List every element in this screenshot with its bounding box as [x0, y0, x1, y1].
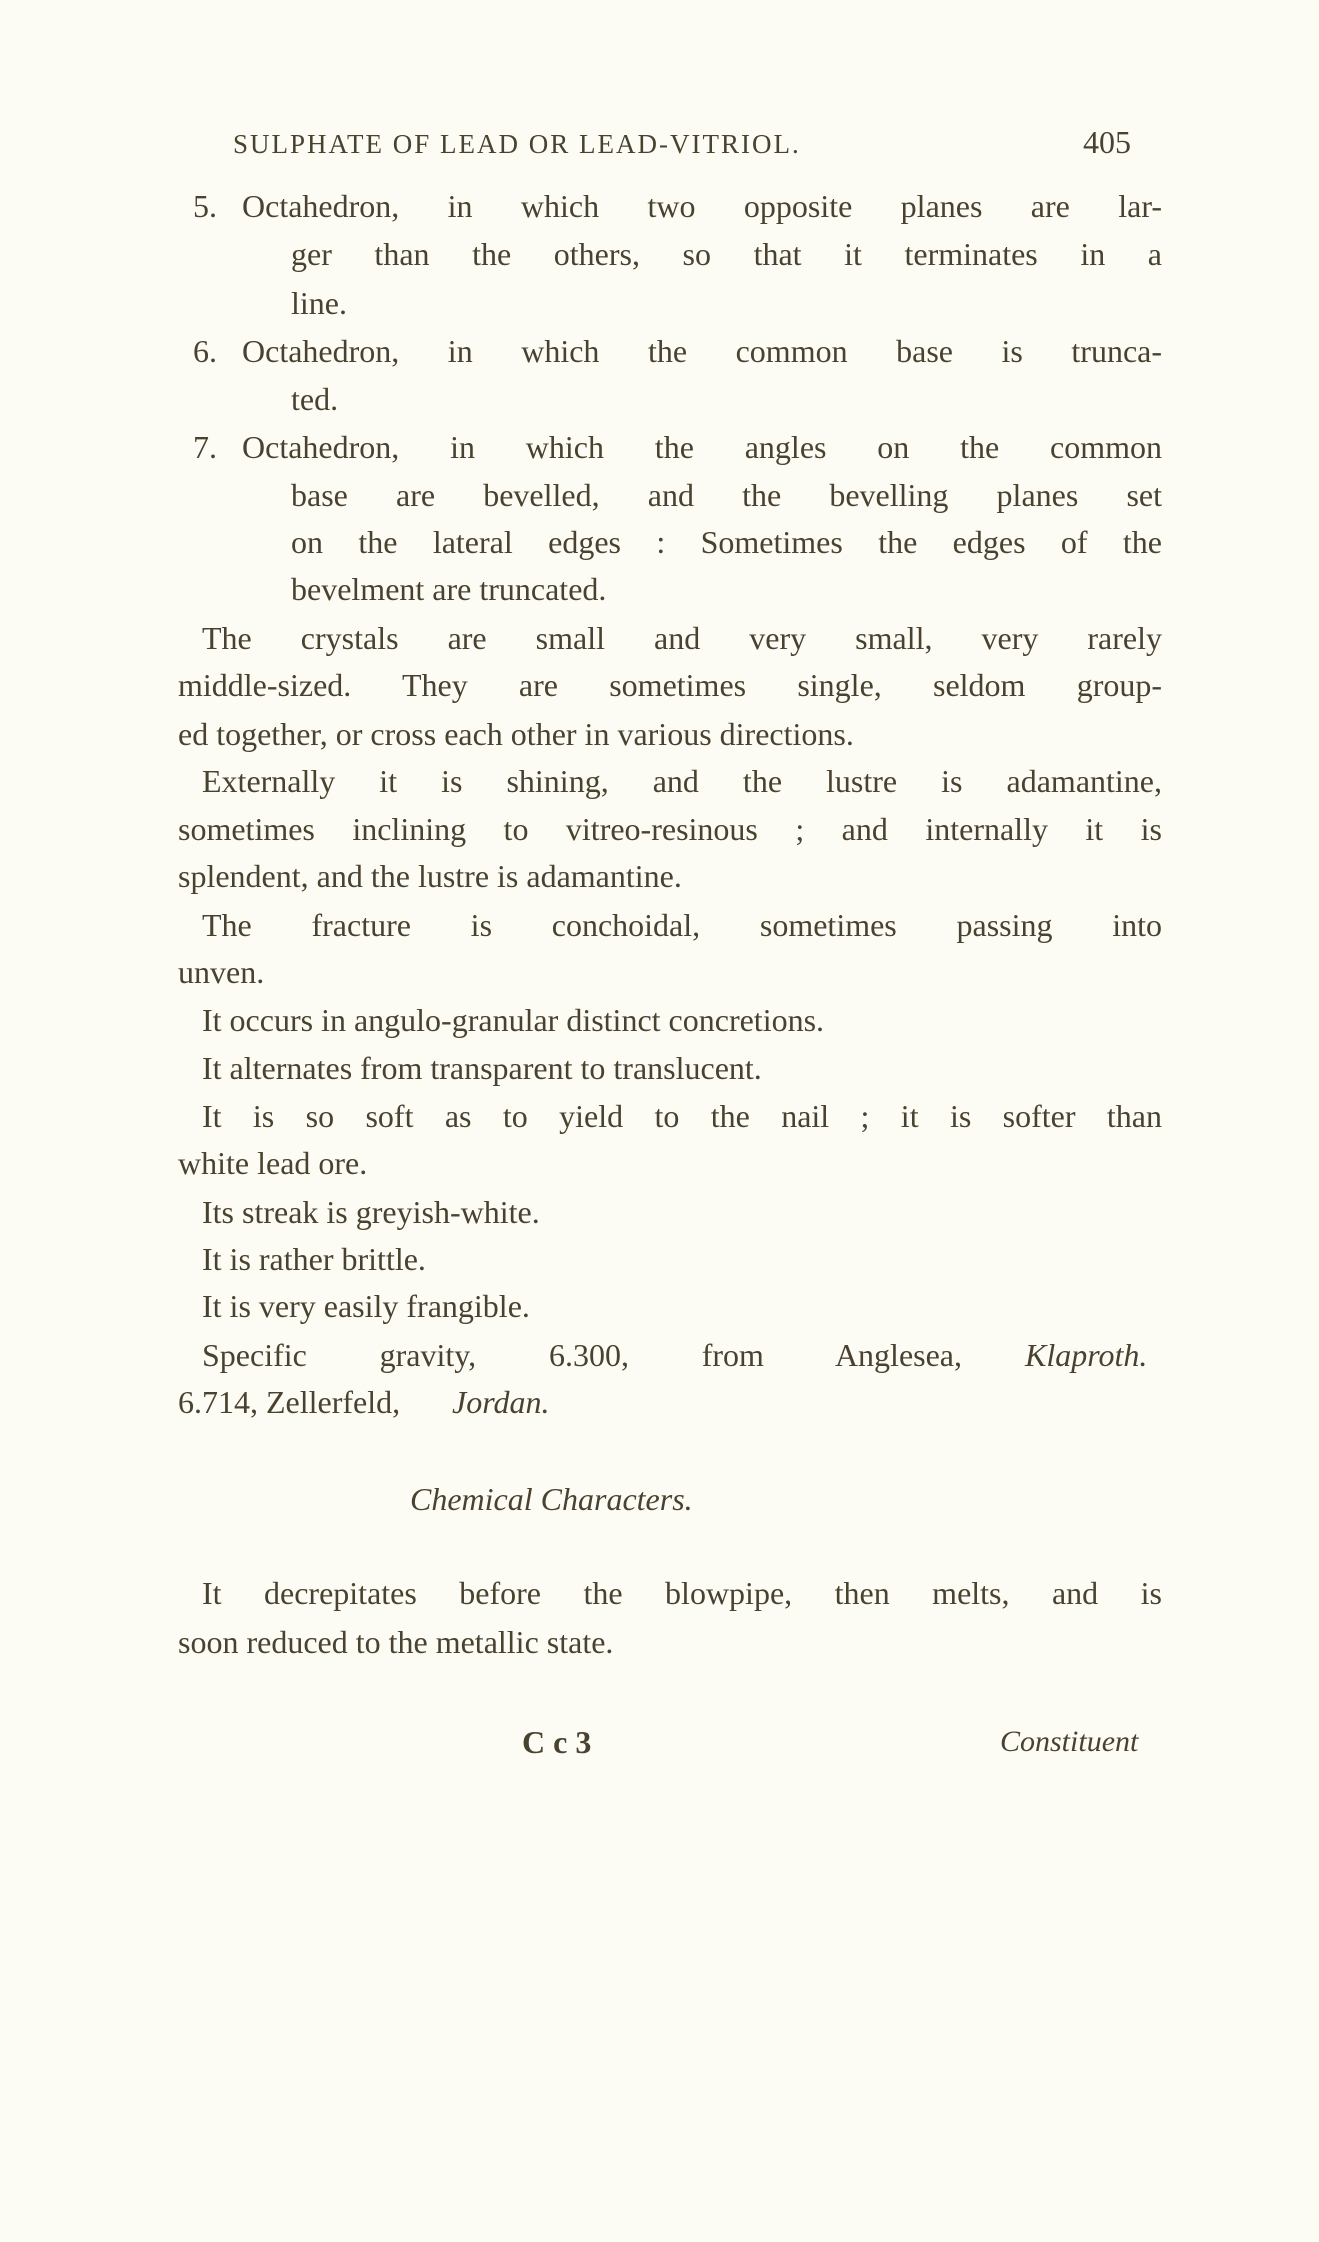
text-line: It occurs in angulo-granular distinct concretions. [202, 1002, 825, 1038]
gravity-line: Specific gravity, 6.300, from Anglesea, [202, 1337, 962, 1373]
text-line: ed together, or cross each other in various directions. [178, 716, 854, 752]
page-number: 405 [1083, 124, 1131, 160]
item-line: base are bevelled, and the bevelling planes set [291, 477, 1162, 513]
text-line: Its streak is greyish-white. [202, 1194, 540, 1230]
text-line: It is so soft as to yield to the nail ; it is softer than [202, 1098, 1162, 1134]
item-number: 7. [193, 429, 217, 465]
text-line: The crystals are small and very small, very rarely [202, 620, 1162, 656]
signature-mark: C c 3 [522, 1724, 592, 1760]
text-line: It decrepitates before the blowpipe, then melts, and is [202, 1575, 1162, 1611]
text-line: It is very easily frangible. [202, 1288, 530, 1324]
text-line: white lead ore. [178, 1145, 368, 1181]
item-line: line. [291, 285, 347, 321]
text-line: The fracture is conchoidal, sometimes passing into [202, 907, 1162, 943]
gravity-line: 6.714, Zellerfeld, [178, 1384, 401, 1420]
text-line: middle-sized. They are sometimes single, seldom group- [178, 667, 1162, 703]
text-line: It alternates from transparent to translucent. [202, 1050, 762, 1086]
text-line: soon reduced to the metallic state. [178, 1624, 614, 1660]
item-line: Octahedron, in which the common base is trunca- [242, 333, 1162, 369]
item-number: 5. [193, 188, 217, 224]
author-name: Jordan. [452, 1384, 550, 1420]
item-line: Octahedron, in which two opposite planes are lar- [242, 188, 1162, 224]
item-line: ger than the others, so that it terminates in a [291, 236, 1162, 272]
section-heading: Chemical Characters. [410, 1481, 693, 1517]
item-line: bevelment are truncated. [291, 571, 607, 607]
item-line: on the lateral edges : Sometimes the edges of the [291, 524, 1162, 560]
text-line: sometimes inclining to vitreo-resinous ; and internally it is [178, 811, 1162, 847]
item-number: 6. [193, 333, 217, 369]
text-line: unven. [178, 954, 265, 990]
item-line: Octahedron, in which the angles on the common [242, 429, 1162, 465]
catchword: Constituent [1000, 1725, 1139, 1758]
text-line: It is rather brittle. [202, 1241, 426, 1277]
running-title: SULPHATE OF LEAD OR LEAD-VITRIOL. [233, 129, 801, 159]
text-line: Externally it is shining, and the lustre is adamantine, [202, 763, 1162, 799]
item-line: ted. [291, 381, 339, 417]
author-name: Klaproth. [1025, 1337, 1148, 1373]
text-line: splendent, and the lustre is adamantine. [178, 858, 682, 894]
